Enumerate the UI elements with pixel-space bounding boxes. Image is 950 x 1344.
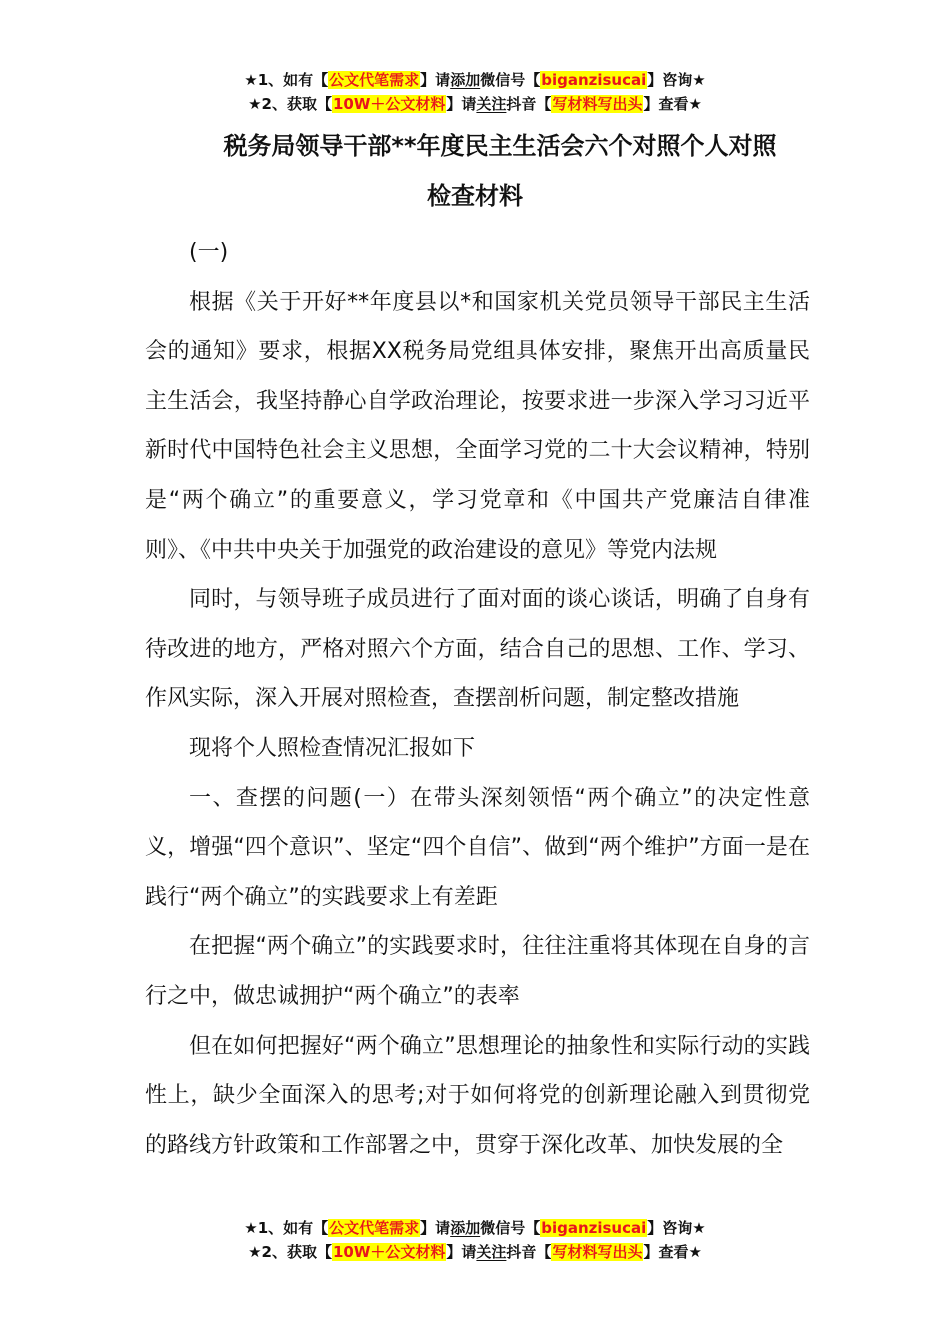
promo-text: 抖音【 — [506, 95, 552, 113]
body-paragraph: 现将个人照检查情况汇报如下 — [189, 735, 476, 761]
promo-line-1 — [0, 68, 950, 92]
promo-line-2 — [0, 1240, 950, 1264]
promo-douyin-account: 写材料写出头 — [552, 1243, 643, 1261]
body-paragraph: 但在如何把握好“两个确立”思想理论的抽象性和实际行动的实践性上，缺少全面深入的思考;对于如何将党的创新理论融入到贯彻党的路线方针政策和工作部署之中，贯穿于深化改革、加快发展的全 — [145, 1033, 810, 1158]
promo-highlight: 10W＋公文材料 — [332, 95, 446, 113]
promo-text: 微信号【 — [480, 71, 541, 89]
promo-douyin-account: 写材料写出头 — [552, 95, 643, 113]
promo-emphasis: 关注 — [476, 1243, 507, 1261]
section-marker: (一) — [189, 240, 229, 265]
document-title-continued: 检查材料 — [427, 182, 523, 210]
promo-text: 微信号【 — [480, 1219, 541, 1237]
promo-highlight: 10W＋公文材料 — [332, 1243, 446, 1261]
promo-highlight: 公文代笔需求 — [329, 1219, 420, 1237]
promo-text: 】咨询★ — [647, 71, 706, 89]
promo-highlight: 公文代笔需求 — [329, 71, 420, 89]
promo-text: 】查看★ — [643, 1243, 702, 1261]
promo-text: 】请 — [420, 1219, 451, 1237]
body-paragraph: 同时，与领导班子成员进行了面对面的谈心谈话，明确了自身有待改进的地方，严格对照六个方面，结合自己的思想、工作、学习、作风实际，深入开展对照检查，查摆剖析问题，制定整改措施 — [145, 587, 810, 712]
promo-text: 】查看★ — [643, 95, 702, 113]
promo-emphasis: 关注 — [476, 95, 507, 113]
promo-line-2 — [0, 92, 950, 116]
promo-emphasis: 添加 — [450, 71, 481, 89]
promo-text: ★2、获取【 — [248, 95, 332, 113]
document-title: 税务局领导干部**年度民主生活会六个对照个人对照 — [223, 132, 777, 160]
promo-text: 】请 — [420, 71, 451, 89]
promo-text: ★1、如有【 — [244, 71, 329, 89]
promo-wechat-id: biganzisucai — [541, 1219, 647, 1237]
body-paragraph: 一、查摆的问题(一）在带头深刻领悟“两个确立”的决定性意义，增强“四个意识”、坚定“四个自信”、做到“两个维护”方面一是在践行“两个确立”的实践要求上有差距 — [145, 785, 810, 910]
body-paragraph: 在把握“两个确立”的实践要求时，往往注重将其体现在自身的言行之中，做忠诚拥护“两个确立”的表率 — [145, 934, 810, 1009]
promo-wechat-id: biganzisucai — [541, 71, 647, 89]
promo-text: 】请 — [446, 1243, 477, 1261]
body-paragraph: 根据《关于开好**年度县以*和国家机关党员领导干部民主生活会的通知》要求，根据XX税务局党组具体安排，聚焦开出高质量民主生活会，我坚持静心自学政治理论，按要求进一步深入学习习近平新时代中国特色社会主义思想，全面学习党的二十大会议精神，特别是“两个确立”的重要意义，学习党章和《中国共产党廉洁自律准则》、《中共中央关于加强党的政治建设的意见》等党内法规 — [145, 289, 810, 563]
promo-text: 抖音【 — [506, 1243, 552, 1261]
document-body — [145, 228, 810, 1170]
promo-text: 】咨询★ — [647, 1219, 706, 1237]
promo-line-1 — [0, 1216, 950, 1240]
promo-emphasis: 添加 — [450, 1219, 481, 1237]
promo-banner-top — [0, 68, 950, 116]
promo-banner-bottom — [0, 1216, 950, 1264]
promo-text: 】请 — [446, 95, 477, 113]
promo-text: ★1、如有【 — [244, 1219, 329, 1237]
promo-text: ★2、获取【 — [248, 1243, 332, 1261]
